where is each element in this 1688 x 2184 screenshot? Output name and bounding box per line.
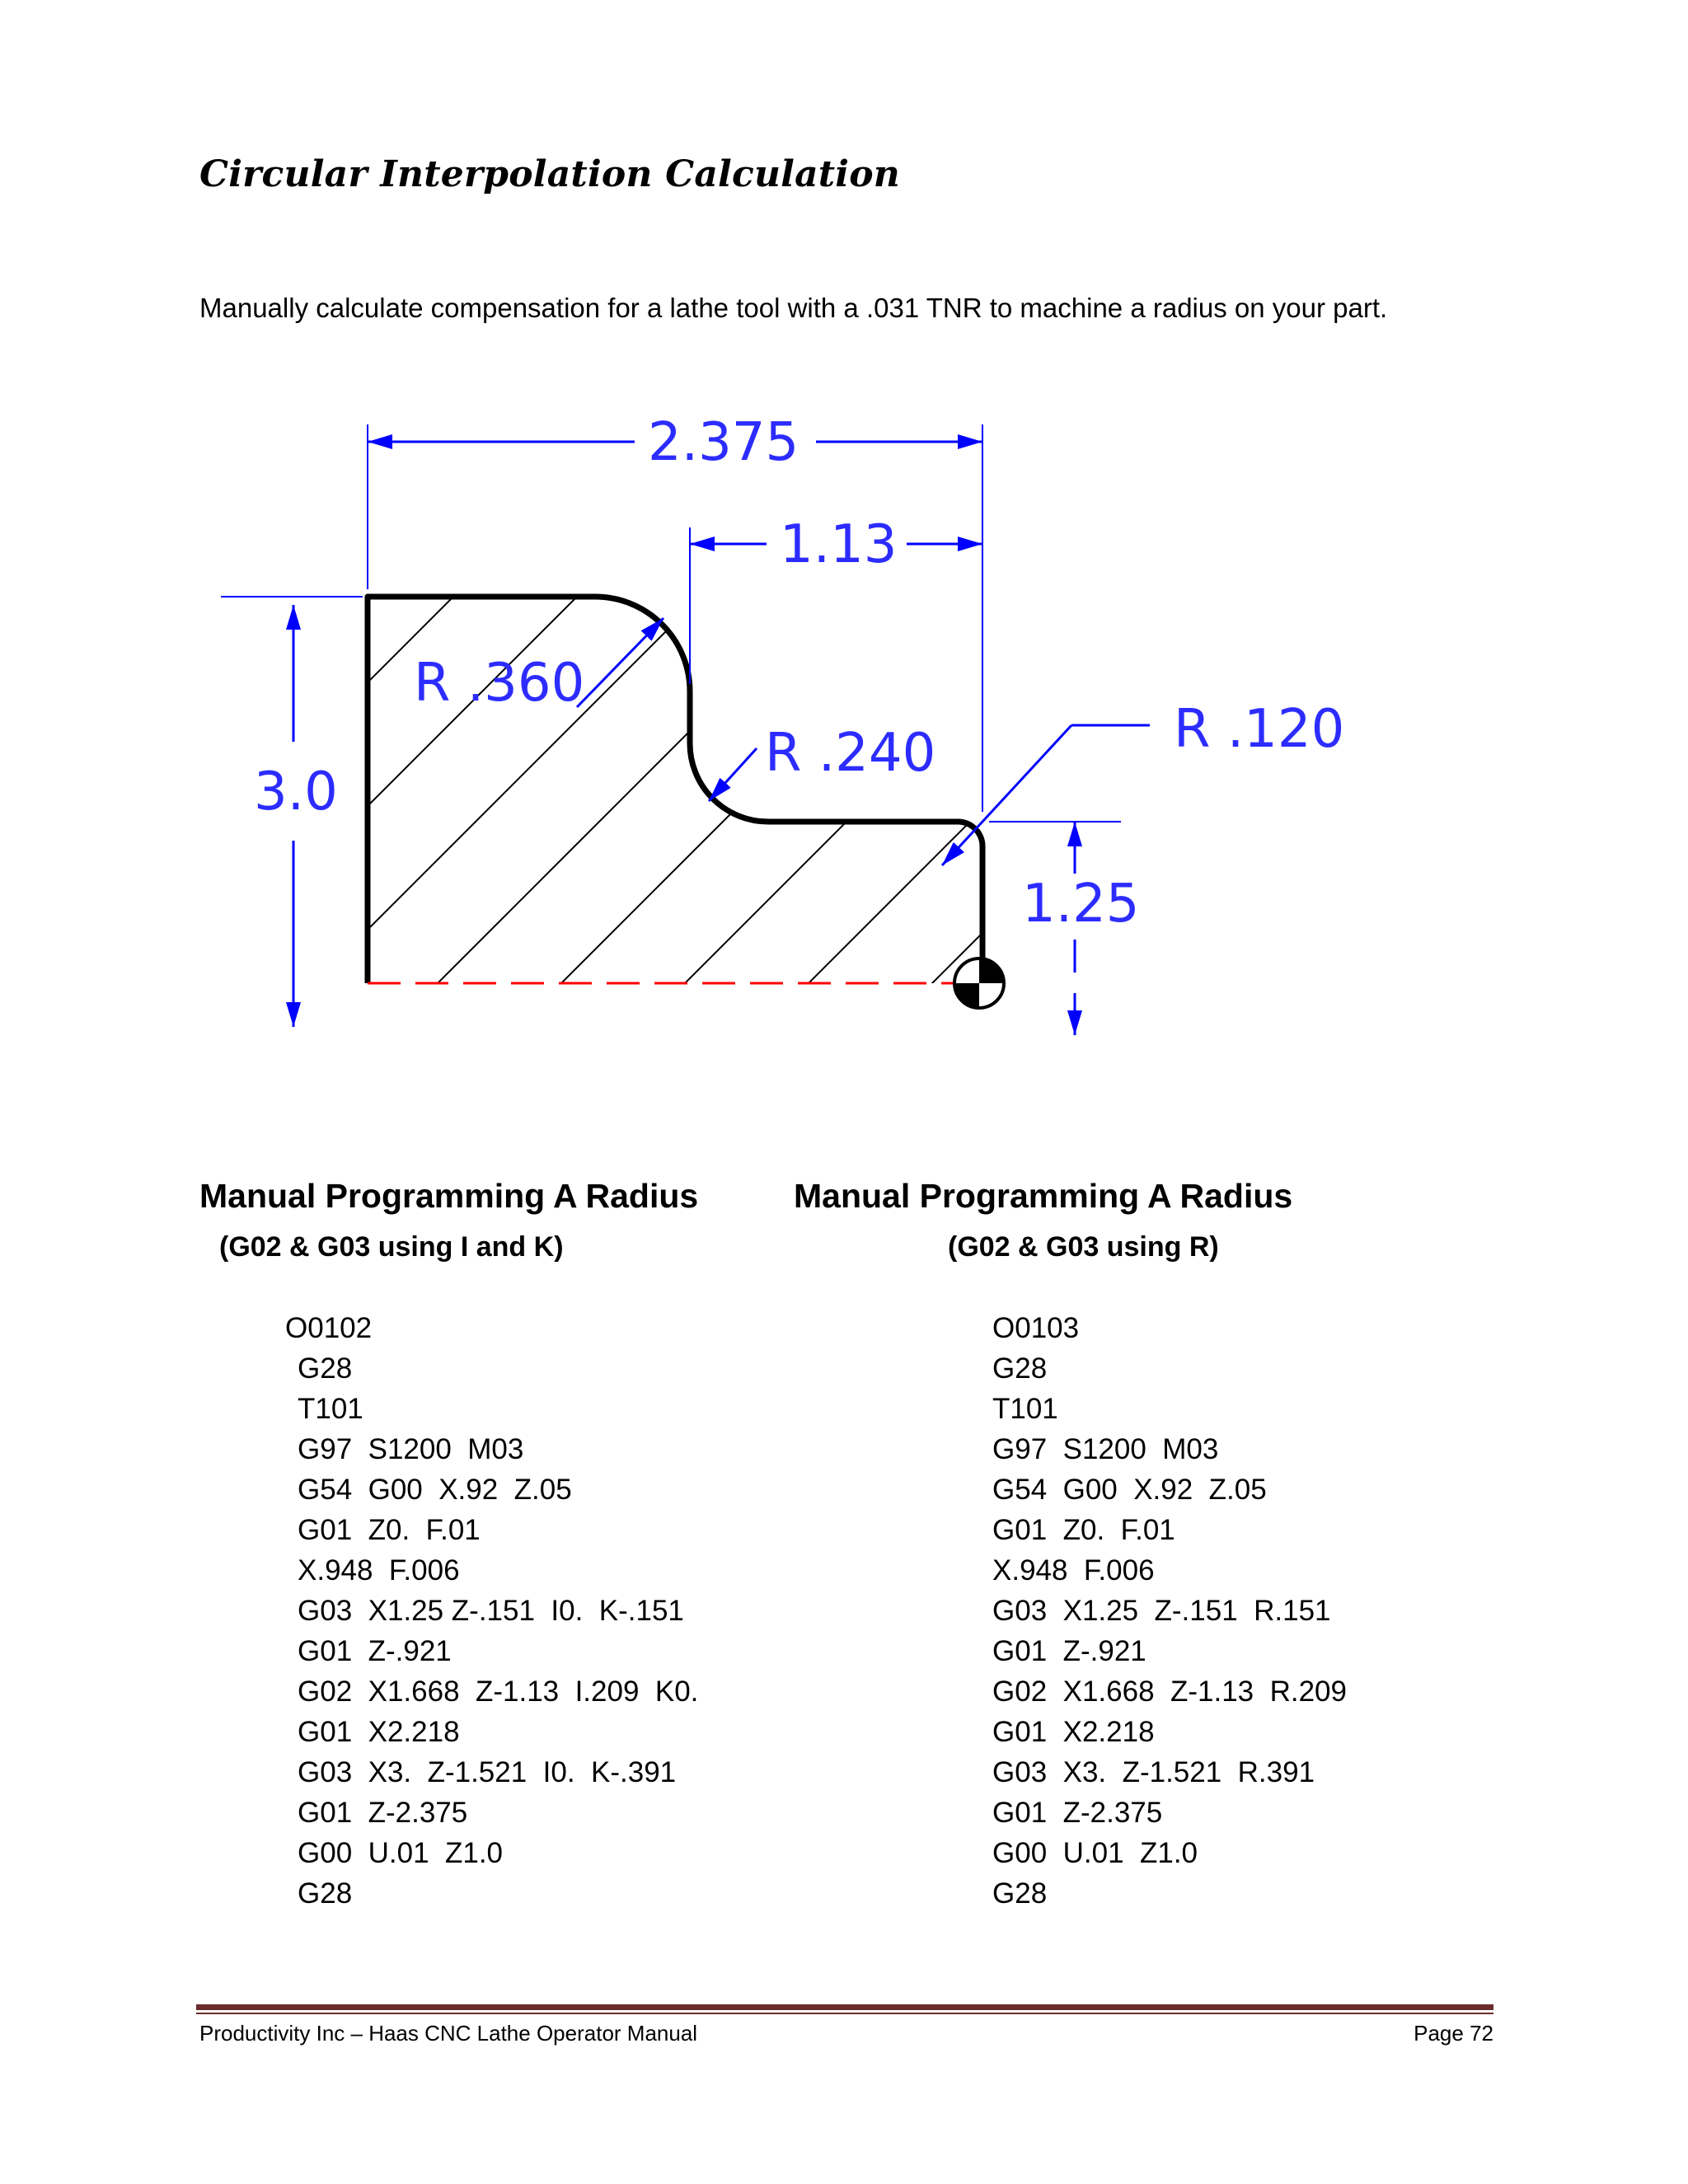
code-line: G03 X1.25 Z-.151 I0. K-.151: [298, 1595, 684, 1627]
dimension-step-height: [1022, 822, 1140, 1035]
left-program-listing: [298, 1348, 698, 1914]
right-program-listing: [992, 1308, 1347, 1914]
code-line: T101: [298, 1393, 363, 1425]
code-line: G00 U.01 Z1.0: [298, 1837, 504, 1869]
section-hatch: [368, 185, 1071, 992]
code-line: G03 X3. Z-1.521 R.391: [992, 1756, 1315, 1788]
code-line: G01 Z-2.375: [298, 1797, 468, 1829]
code-line: G01 Z0. F.01: [992, 1514, 1175, 1546]
code-line: G28: [298, 1352, 353, 1385]
radius-120-label: R .120: [1174, 699, 1345, 760]
code-line: G54 G00 X.92 Z.05: [298, 1474, 572, 1506]
extension-lines: [221, 424, 1121, 822]
radius-360-label: R .360: [414, 653, 585, 714]
code-line: G97 S1200 M03: [992, 1433, 1219, 1465]
code-line: G01 Z0. F.01: [298, 1514, 481, 1546]
work-origin-icon: [954, 958, 1004, 1008]
dimension-overall-length: [368, 412, 982, 473]
right-column-heading: Manual Programming A Radius: [794, 1177, 1293, 1215]
code-line: G28: [298, 1877, 353, 1910]
dimension-125-label: 1.25: [1022, 874, 1140, 935]
left-column-heading: Manual Programming A Radius: [199, 1177, 699, 1215]
code-line: G02 X1.668 Z-1.13 I.209 K0.: [298, 1675, 699, 1708]
code-line: O0103: [992, 1312, 1080, 1344]
code-line: X.948 F.006: [992, 1554, 1155, 1586]
footer-rule-thin: [196, 2013, 1493, 2014]
code-line: G01 X2.218: [298, 1716, 460, 1748]
left-column-subheading: (G02 & G03 using I and K): [219, 1231, 564, 1263]
right-column-subheading: (G02 & G03 using R): [948, 1231, 1219, 1263]
footer-page-number: Page 72: [1414, 2021, 1493, 2046]
code-line: G28: [992, 1877, 1048, 1910]
radius-240-label: R .240: [765, 723, 936, 784]
dimension-113-label: 1.13: [780, 514, 898, 575]
code-line: G02 X1.668 Z-1.13 R.209: [992, 1675, 1347, 1708]
code-line: G00 U.01 Z1.0: [992, 1837, 1198, 1869]
footer-rule: [196, 2004, 1493, 2010]
code-line: G01 Z-.921: [992, 1635, 1146, 1667]
dimension-height: [254, 605, 338, 1027]
code-line: G28: [992, 1352, 1048, 1385]
code-line: G03 X1.25 Z-.151 R.151: [992, 1595, 1331, 1627]
left-program-number: O0102: [285, 1312, 373, 1344]
code-line: G01 X2.218: [992, 1716, 1155, 1748]
footer-manual-title: Productivity Inc – Haas CNC Lathe Operator Manual: [199, 2021, 698, 2046]
code-line: G97 S1200 M03: [298, 1433, 524, 1465]
code-line: G54 G00 X.92 Z.05: [992, 1474, 1267, 1506]
dimension-2375-label: 2.375: [648, 412, 799, 473]
code-line: G01 Z-2.375: [992, 1797, 1163, 1829]
dimension-step-length: [690, 514, 982, 575]
code-line: X.948 F.006: [298, 1554, 460, 1586]
dimension-30-label: 3.0: [254, 762, 338, 823]
code-line: T101: [992, 1393, 1058, 1425]
page-title: Circular Interpolation Calculation: [199, 153, 900, 195]
code-line: G03 X3. Z-1.521 I0. K-.391: [298, 1756, 677, 1788]
code-line: G01 Z-.921: [298, 1635, 452, 1667]
intro-paragraph: Manually calculate compensation for a lathe tool with a .031 TNR to machine a radius on your part.: [199, 293, 1388, 323]
